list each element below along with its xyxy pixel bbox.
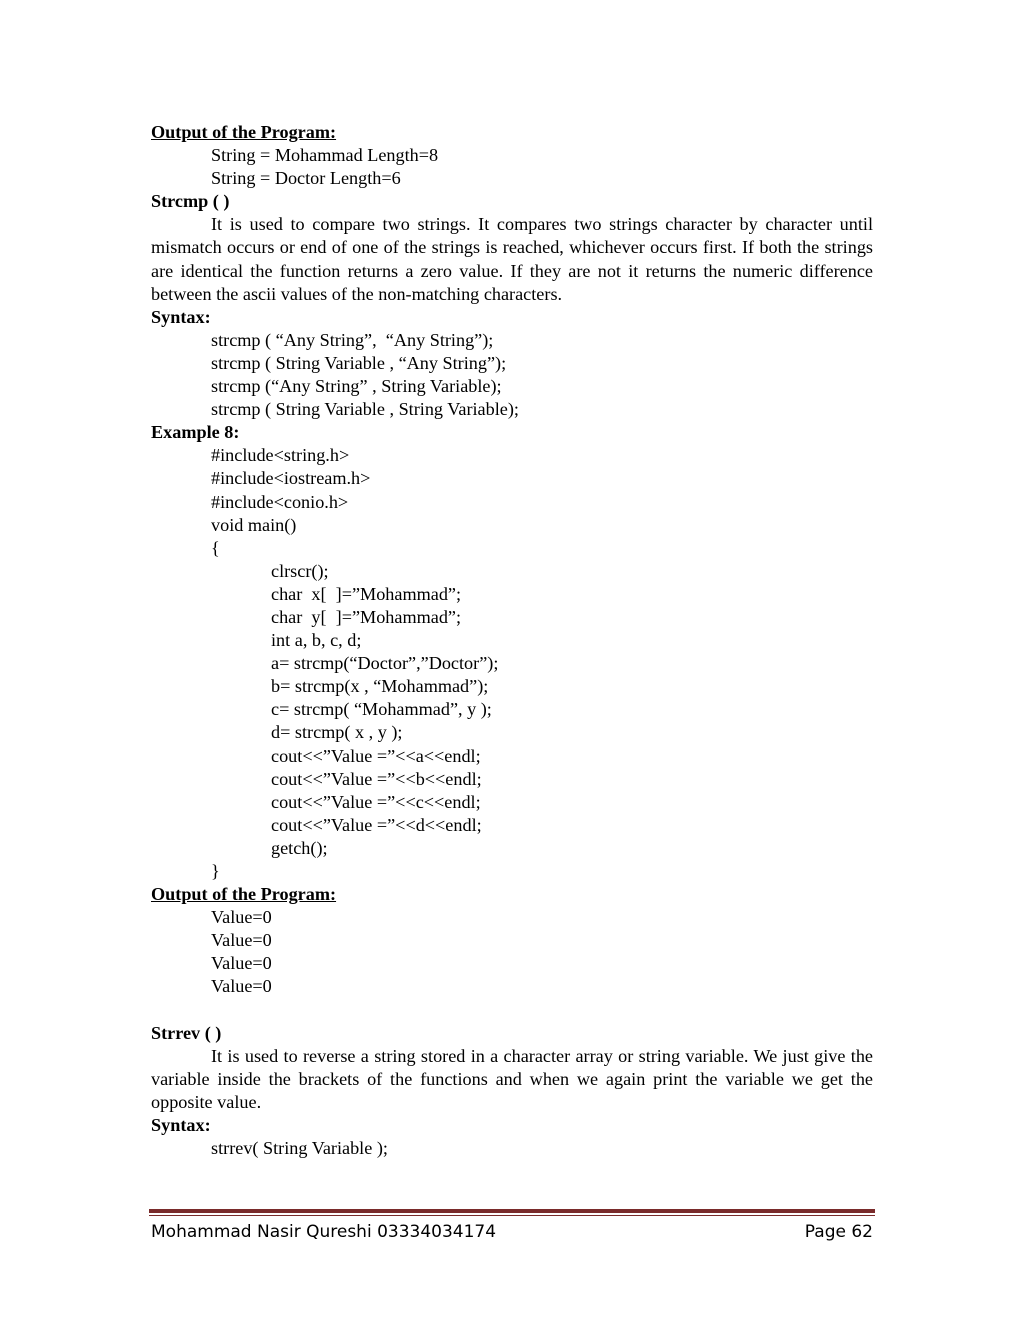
footer-divider (149, 1209, 875, 1213)
code-line: a= strcmp(“Doctor”,”Doctor”); (271, 653, 499, 674)
code-line: #include<string.h> (211, 445, 350, 466)
code-line: cout<<”Value =”<<b<<endl; (271, 768, 482, 789)
strcmp-heading: Strcmp ( ) (151, 191, 230, 212)
code-line: cout<<”Value =”<<a<<endl; (271, 745, 481, 766)
syntax-line: strcmp ( “Any String”, “Any String”); (211, 329, 494, 350)
syntax-heading: Syntax: (151, 1115, 211, 1136)
syntax-line: strcmp ( String Variable , String Variable); (211, 399, 519, 420)
strrev-heading: Strrev ( ) (151, 1022, 222, 1043)
output-line: String = Mohammad Length=8 (211, 145, 439, 166)
code-line: char x[ ]=”Mohammad”; (271, 583, 462, 604)
syntax-heading: Syntax: (151, 306, 211, 327)
spacer (151, 999, 873, 1022)
code-line: getch(); (271, 837, 328, 858)
output-line: String = Doctor Length=6 (211, 168, 401, 189)
code-line: } (211, 861, 220, 881)
document-page (151, 121, 873, 1160)
code-line: d= strcmp( x , y ); (271, 722, 403, 743)
code-line: c= strcmp( “Mohammad”, y ); (271, 699, 492, 720)
code-line: void main() (211, 514, 297, 535)
code-line: clrscr(); (271, 560, 329, 581)
strrev-description: It is used to reverse a string stored in a character array or string variable. We just give the variable inside the brackets of the functions and when we again print the variable we get the opposite value. (151, 1045, 873, 1112)
syntax-line: strcmp (“Any String” , String Variable); (211, 376, 502, 397)
output-line: Value=0 (211, 953, 272, 974)
page-footer (151, 1221, 873, 1243)
output-line: Value=0 (211, 907, 272, 928)
code-line: #include<conio.h> (211, 491, 349, 512)
code-line: cout<<”Value =”<<c<<endl; (271, 791, 481, 812)
code-line: #include<iostream.h> (211, 468, 371, 489)
example-heading: Example 8: (151, 422, 240, 443)
code-line: char y[ ]=”Mohammad”; (271, 606, 462, 627)
output-heading: Output of the Program: (151, 122, 337, 142)
code-line: b= strcmp(x , “Mohammad”); (271, 676, 489, 697)
footer-divider-thin (149, 1215, 875, 1216)
code-line: cout<<”Value =”<<d<<endl; (271, 814, 482, 835)
output-line: Value=0 (211, 930, 272, 951)
footer-author: Mohammad Nasir Qureshi 03334034174 (151, 1222, 497, 1242)
syntax-line: strcmp ( String Variable , “Any String”); (211, 352, 507, 373)
syntax-line: strrev( String Variable ); (211, 1138, 388, 1159)
output-heading: Output of the Program: (151, 884, 337, 905)
code-line: int a, b, c, d; (271, 630, 362, 651)
output-line: Value=0 (211, 976, 272, 997)
footer-page-number: Page 62 (804, 1222, 873, 1242)
strcmp-description: It is used to compare two strings. It compares two strings character by character until mismatch occurs or end of one of the strings is reached, whichever occurs first. If both the strings are identical the function returns a zero value. If they are not it returns the numeric difference between the ascii values of the non-matching characters. (151, 214, 873, 304)
code-line: { (211, 537, 220, 558)
